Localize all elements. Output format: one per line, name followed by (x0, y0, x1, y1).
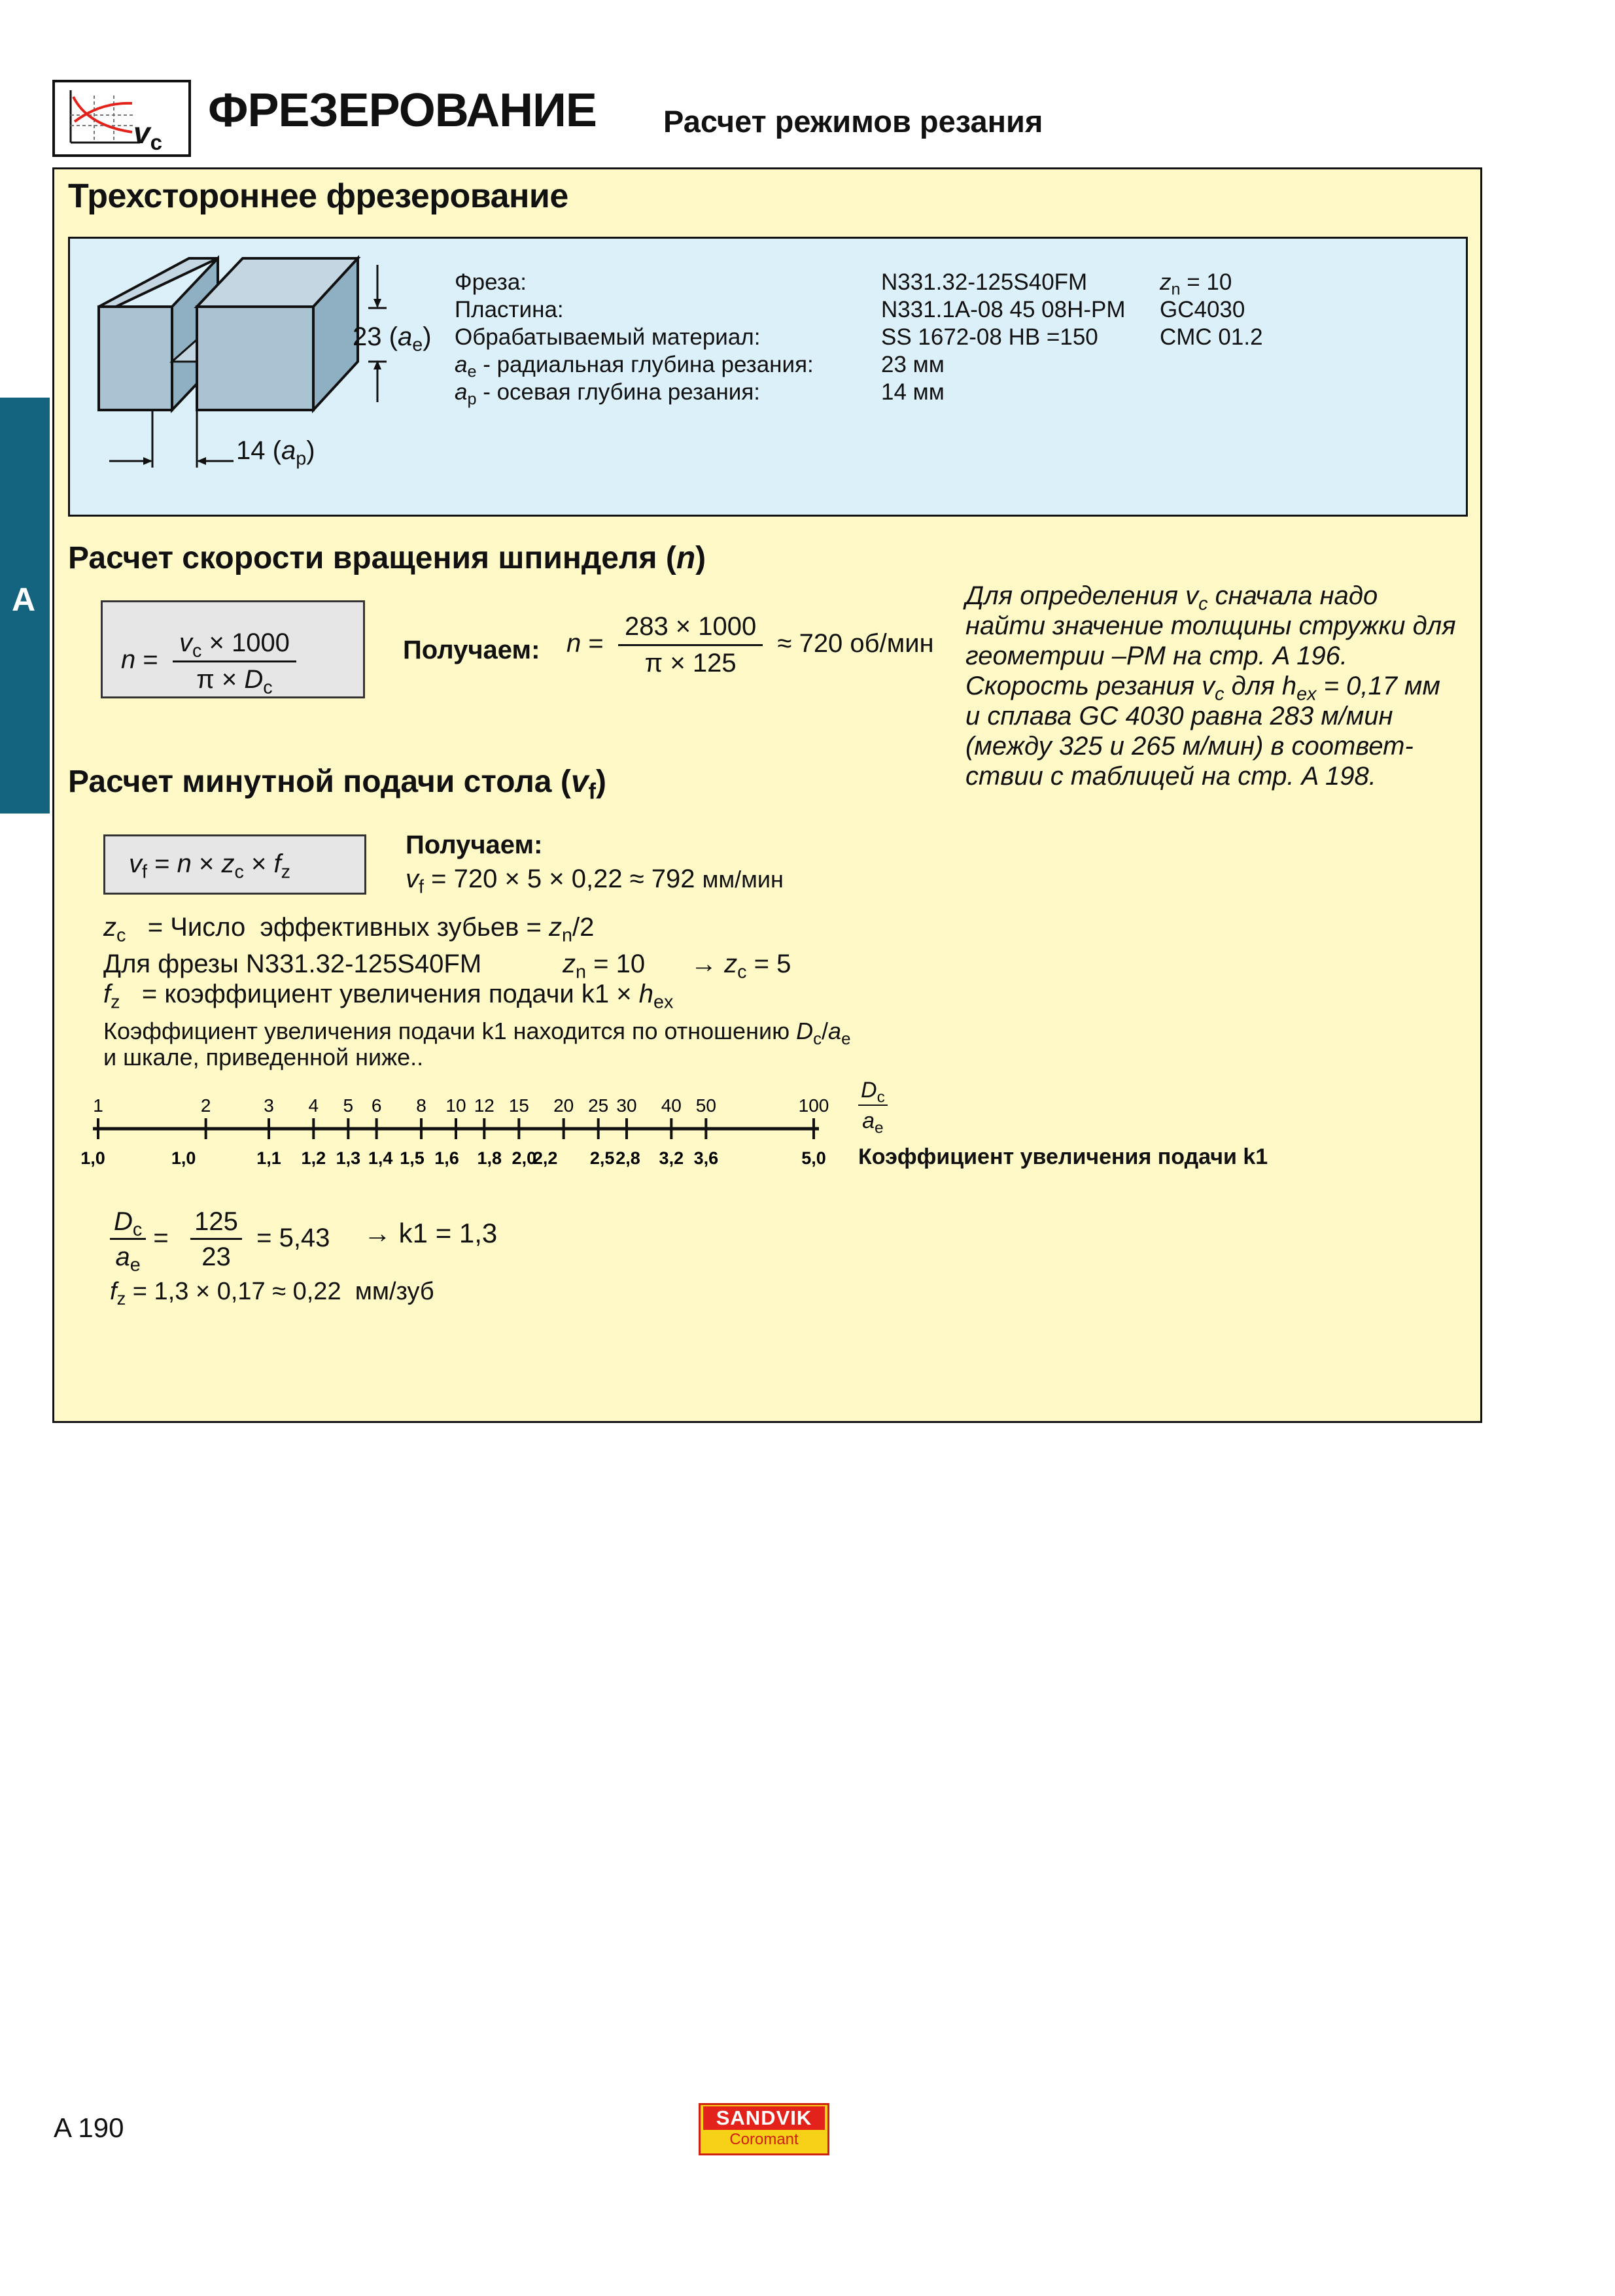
fz-definition: $f_z$ = коэффициент увеличения подачи $k1 \times h_{ex}$ (103, 980, 674, 1013)
operation-info-box (68, 237, 1468, 517)
note-line-5: и сплава GC 4030 равна 283 м/мин (965, 702, 1393, 730)
scale-k1-label: Коэффициент увеличения подачи k1 (858, 1144, 1268, 1169)
spec-label-material: Обрабатываемый материал: (455, 324, 761, 350)
spec-extra-teeth: $z_n = 10$ (1160, 269, 1232, 299)
spec-label-insert: Пластина: (455, 297, 564, 322)
scale-ratio-tick: 6 (371, 1095, 382, 1116)
ratio-calculation: $\frac{D_c}{a_e}$ = $\frac{125}{23}$ = 5,43 (110, 1207, 330, 1272)
page-title: ФРЕЗЕРОВАНИЕ (208, 84, 597, 137)
feed-formula-box (103, 834, 366, 895)
cutting-speed-note (965, 581, 1456, 791)
spec-values (881, 269, 1126, 406)
scale-ratio-tick: 50 (695, 1095, 716, 1116)
spindle-result-fraction: $\frac{283 \times 1000}{\pi \times 125}$ (618, 612, 763, 678)
scale-ratio-tick: 1 (93, 1095, 103, 1116)
spec-label-ae: $a_e$ - радиальная глубина резания: (455, 352, 814, 381)
feed-formula: $v_f = n \times z_c \times f_z$ (129, 849, 290, 883)
note-line-3: геометрии –PM на стр. A 196. (965, 642, 1347, 670)
spec-value-material: SS 1672-08 HB =150 (881, 324, 1098, 350)
zc-definition: $z_c$ = Число эффективных зубьев = $z_n/2$ (103, 913, 595, 946)
cutter-teeth-zc: → $z_c = 5$ (691, 950, 791, 983)
scale-k1-tick: 3,2 (659, 1148, 684, 1168)
three-sided-milling-diagram (70, 239, 436, 513)
coef-note-1: Коэффициент увеличения подачи k1 находится по отношению $D_c/a_e$ (103, 1018, 851, 1048)
scale-ratio-tick: 2 (200, 1095, 211, 1116)
page-number: A 190 (54, 2112, 124, 2143)
spec-value-ap: 14 мм (881, 379, 945, 405)
scale-ratio-tick: 25 (588, 1095, 609, 1116)
spindle-result-value: ≈ 720 об/мин (777, 629, 934, 659)
spindle-formula: n = $\frac{v_c \times 1000}{\pi \times D_c}$ (121, 628, 296, 694)
scale-ratio-tick: 10 (445, 1095, 466, 1116)
scale-ratio-label: $\frac{D_c}{a_e}$ (858, 1078, 888, 1134)
scale-k1-tick: 2,8 (616, 1148, 640, 1168)
page-subtitle: Расчет режимов резания (663, 104, 1043, 139)
scale-k1-tick: 1,0 (171, 1148, 196, 1168)
k1-result: → k1 = 1,3 (364, 1218, 498, 1248)
milling-logo (52, 80, 191, 157)
note-line-7: ствии с таблицей на стр. A 198. (965, 762, 1376, 791)
table-feed-heading: Расчет минутной подачи стола $(v_f)$ (68, 764, 607, 804)
scale-k1-tick: 1,1 (256, 1148, 281, 1168)
cutter-teeth-zn: $z_n = 10$ (563, 950, 646, 983)
spec-extra-grade: GC4030 (1160, 297, 1245, 322)
ratio-fraction: $\frac{D_c}{a_e}$ (110, 1207, 146, 1272)
scale-k1-tick: 1,4 (368, 1148, 393, 1168)
scale-ratio-tick: 40 (661, 1095, 682, 1116)
scale-k1-tick: 2,5 (589, 1148, 615, 1168)
spindle-result: n = $\frac{283 \times 1000}{\pi \times 125}$ ≈ 720 об/мин (566, 612, 934, 677)
scale-k1-tick: 3,6 (693, 1148, 719, 1168)
scale-k1-tick: 1,5 (400, 1148, 425, 1168)
logo-vc-label: $v_c$ (133, 116, 163, 155)
ap-dimension-label: 14 $(a_p)$ (236, 436, 315, 470)
value-fraction: $\frac{125}{23}$ (190, 1207, 242, 1272)
scale-ratio-tick: 5 (343, 1095, 354, 1116)
cutting-speed-chart-icon (55, 82, 188, 154)
spec-labels (455, 269, 814, 409)
note-line-2: найти значение толщины стружки для (965, 611, 1456, 640)
scale-ratio-tick: 15 (508, 1095, 529, 1116)
scale-ratio-tick: 4 (308, 1095, 319, 1116)
spec-value-insert: N331.1A-08 45 08H-PM (881, 297, 1126, 322)
spindle-formula-box (101, 600, 365, 698)
scale-k1-tick: 1,2 (301, 1148, 326, 1168)
scale-ratio-tick: 20 (553, 1095, 574, 1116)
spec-extra-cmc: CMC 01.2 (1160, 324, 1263, 350)
scale-ratio-tick: 8 (416, 1095, 426, 1116)
side-tab-letter: A (12, 581, 36, 618)
scale-k1-tick: 1,8 (477, 1148, 502, 1168)
spec-label-ap: $a_p$ - осевая глубина резания: (455, 379, 761, 409)
spec-label-cutter: Фреза: (455, 269, 527, 295)
scale-k1-tick: 1,3 (336, 1148, 361, 1168)
section-title: Трехстороннее фрезерование (68, 177, 568, 215)
feed-factor-scale (80, 1092, 857, 1177)
spec-extras (1160, 269, 1263, 351)
feed-result-label: Получаем: (406, 831, 543, 859)
feed-result: $v_f = 720 \times 5 \times 0,22 \approx 792$ мм/мин (406, 865, 784, 898)
note-line-4: Скорость резания $v_c$ для $h_{ex} = 0,17$ мм (965, 672, 1440, 705)
spec-value-cutter: N331.32-125S40FM (881, 269, 1088, 295)
note-line-6: (между 325 и 265 м/мин) в соответ- (965, 732, 1414, 761)
scale-k1-tick: 1,6 (434, 1148, 459, 1168)
spindle-formula-fraction: $\frac{v_c \times 1000}{\pi \times D_c}$ (173, 628, 296, 694)
fz-calculation: $f_z = 1,3 \times 0,17 \approx 0,22$ мм/зуб (110, 1278, 434, 1309)
scale-ratio-tick: 3 (264, 1095, 274, 1116)
scale-k1-tick: 5,0 (801, 1148, 826, 1168)
scale-k1-tick: 2,0 (512, 1148, 537, 1168)
spindle-result-label: Получаем: (403, 636, 540, 664)
note-line-1: Для определения $v_c$ сначала надо (965, 581, 1378, 615)
spindle-speed-heading: Расчет скорости вращения шпинделя (n) (68, 541, 706, 575)
scale-k1-tick: 2,2 (532, 1148, 558, 1168)
ae-dimension-label: 23 $(a_e)$ (353, 322, 432, 356)
scale-ratio-tick: 100 (798, 1095, 829, 1116)
scale-k1-tick: 1,0 (80, 1148, 105, 1168)
scale-ratio-tick: 30 (616, 1095, 637, 1116)
spec-value-ae: 23 мм (881, 352, 945, 377)
coef-note-2: и шкале, приведенной ниже.. (103, 1044, 424, 1071)
scale-ratio-tick: 12 (474, 1095, 495, 1116)
cutter-teeth-line: Для фрезы N331.32-125S40FM (103, 950, 482, 978)
sandvik-coromant-logo: SANDVIK Coromant (699, 2103, 829, 2155)
